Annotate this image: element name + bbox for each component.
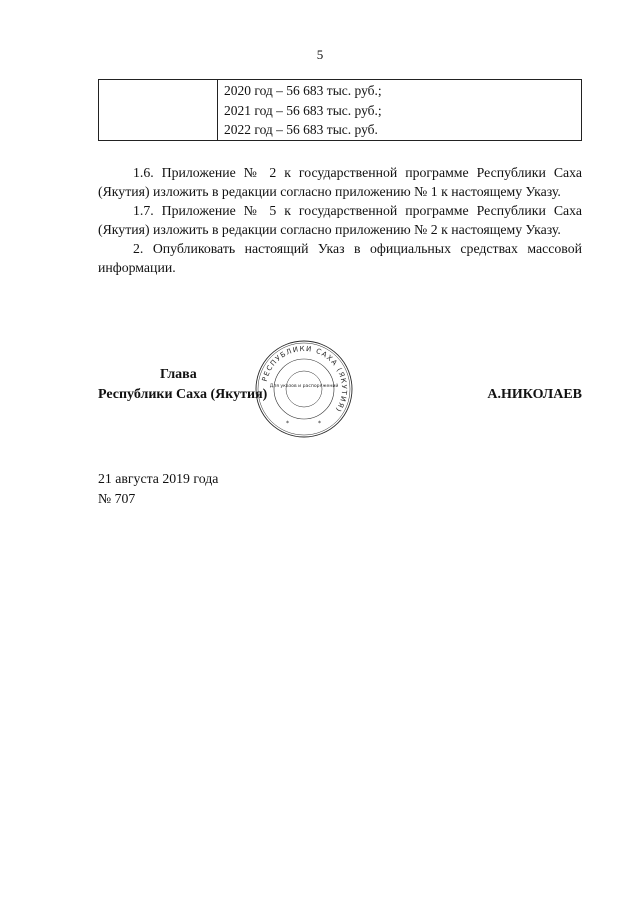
signatory-region: Республики Саха (Якутия) [98, 387, 268, 402]
budget-line-2022: 2022 год – 56 683 тыс. руб. [224, 122, 378, 137]
paragraph-1-7: 1.7. Приложение № 5 к государственной программе Республики Саха (Якутия) изложить в редакции согласно приложению № 2 к настоящему Указу. [98, 203, 582, 237]
svg-text:*: * [318, 420, 321, 427]
decree-number: № 707 [98, 491, 136, 506]
table-empty-cell [99, 80, 218, 141]
paragraph-1-6: 1.6. Приложение № 2 к государственной программе Республики Саха (Якутия) изложить в редакции согласно приложению № 1 к настоящему Указу. [98, 165, 582, 199]
signatory-title: Глава [160, 367, 197, 382]
seal-center-text: Для указов и распоряжений [269, 384, 339, 389]
table-row [99, 80, 582, 141]
budget-table [98, 79, 582, 141]
decree-date: 21 августа 2019 года [98, 471, 219, 486]
decree-footer [98, 469, 218, 509]
budget-line-2020: 2020 год – 56 683 тыс. руб.; [224, 83, 382, 98]
seal-outer-text: РЕСПУБЛИКИ САХА (ЯКУТИЯ) [260, 344, 349, 414]
official-seal [254, 339, 354, 439]
table-values-cell [218, 80, 582, 141]
svg-text:*: * [286, 420, 289, 427]
signatory-name: А.НИКОЛАЕВ [487, 387, 582, 402]
budget-line-2021: 2021 год – 56 683 тыс. руб.; [224, 102, 382, 118]
decree-body [98, 163, 582, 277]
page-number: 5 [316, 47, 324, 62]
paragraph-2: 2. Опубликовать настоящий Указ в официальных средствах массовой информации. [98, 241, 582, 275]
